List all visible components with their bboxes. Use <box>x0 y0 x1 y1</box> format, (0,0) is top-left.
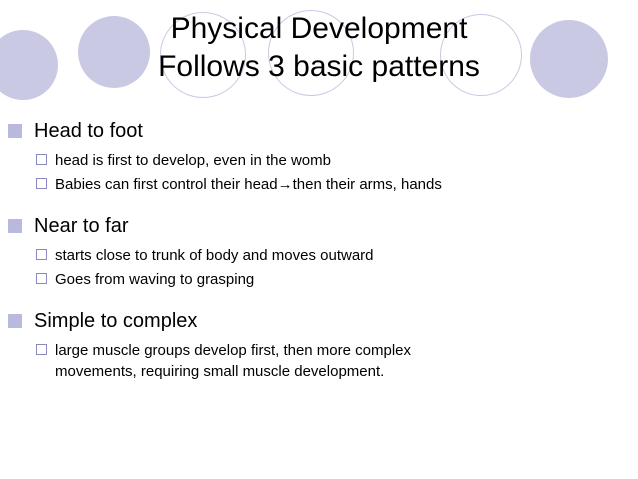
sub-bullet-item <box>36 150 628 171</box>
sub-bullet-item <box>36 340 476 382</box>
sub-bullet-item <box>36 245 628 266</box>
bullet-item <box>8 308 628 334</box>
sub-bullet-text: Babies can first control their head→then their arms, hands <box>55 176 442 193</box>
bullet-item <box>8 118 628 144</box>
square-bullet-icon <box>8 219 22 233</box>
square-bullet-icon <box>8 314 22 328</box>
hollow-bullet-icon <box>36 249 47 260</box>
bullet-label: Near to far <box>34 215 129 237</box>
hollow-bullet-icon <box>36 154 47 165</box>
bullet-label: Head to foot <box>34 120 143 142</box>
slide-title <box>0 10 638 86</box>
square-bullet-icon <box>8 124 22 138</box>
hollow-bullet-icon <box>36 178 47 189</box>
bullet-group <box>8 213 628 290</box>
bullet-group <box>8 118 628 195</box>
title-line-2: Follows 3 basic patterns <box>158 50 480 83</box>
bullet-label: Simple to complex <box>34 310 198 332</box>
bullet-group <box>8 308 628 382</box>
hollow-bullet-icon <box>36 273 47 284</box>
sub-bullet-text: head is first to develop, even in the womb <box>55 152 331 169</box>
bullet-item <box>8 213 628 239</box>
sub-bullet-item <box>36 269 628 290</box>
slide-content <box>8 118 628 400</box>
sub-bullet-text: Goes from waving to grasping <box>55 271 255 288</box>
sub-bullet-text: starts close to trunk of body and moves outward <box>55 247 374 264</box>
sub-bullet-text: large muscle groups develop first, then more complex movements, requiring small muscle development. <box>55 342 416 380</box>
sub-bullet-item <box>36 174 628 195</box>
hollow-bullet-icon <box>36 344 47 355</box>
title-line-1: Physical Development <box>170 12 468 45</box>
